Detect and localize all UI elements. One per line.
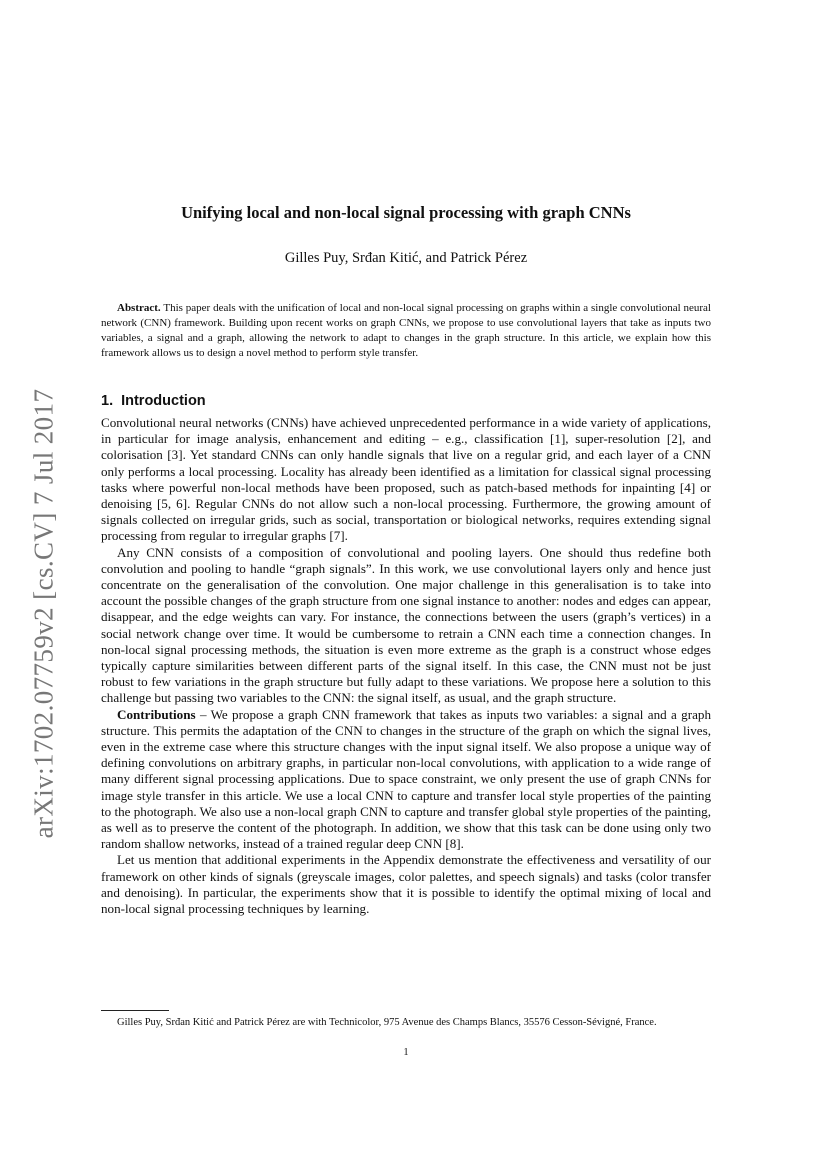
paragraph-1: Convolutional neural networks (CNNs) have achieved unprecedented performance in a wide variety of applications, in particular for image analysis, enhancement and editing – e.g., classification [1], super-resolution [2], and colorisation [3]. Yet standard CNNs can only handle signals that live on a regular grid, and each layer of a CNN only performs a local processing. Locality has already been identified as a limitation for classical signal processing tasks where powerful non-local methods have been proposed, such as patch-based methods for inpainting [4] or denoising [5, 6]. Regular CNNs do not allow such a non-local processing. Furthermore, the growing amount of signals collected on irregular grids, such as social, transportation or biological networks, requires extending signal processing from regular to irregular graphs [7]. <box>101 415 711 544</box>
author-list: Gilles Puy, Srđan Kitić, and Patrick Pérez <box>284 250 528 266</box>
arxiv-identifier <box>24 383 64 843</box>
contributions-label: Contributions <box>117 706 196 722</box>
paper-title: Unifying local and non-local signal processing with graph CNNs <box>181 203 631 222</box>
abstract <box>101 301 711 361</box>
body-text <box>101 415 711 917</box>
contributions-text: – We propose a graph CNN framework that takes as inputs two variables: a signal and a graph structure. This permits the adaptation of the CNN to changes in the structure of the graph on which the signal lives, even in the extreme case where this structure changes with the input signal itself. We also propose a unique way of defining convolutions on arbitrary graphs, in particular non-local convolutions, with application to a wide range of many different signal processing applications. Due to space constraint, we only present the use of graph CNNs for image style transfer in this article. We use a local CNN to capture and transfer local style properties of the painting to the photograph. We also use a non-local graph CNN to capture and transfer global style properties of the painting, as well as to preserve the content of the photograph. In addition, we show that this task can be done using only two random shallow networks, instead of a trained regular deep CNN [8]. <box>101 706 711 852</box>
section-title: Introduction <box>121 393 206 409</box>
footnote-divider <box>101 1010 169 1011</box>
footnote: Gilles Puy, Srđan Kitić and Patrick Pérez are with Technicolor, 975 Avenue des Champs Blancs, 35576 Cesson-Sévigné, France. <box>117 1017 657 1028</box>
abstract-label: Abstract. <box>117 302 161 314</box>
paragraph-contributions <box>101 707 711 853</box>
arxiv-identifier-text: arXiv:1702.07759v2 [cs.CV] 7 Jul 2017 <box>28 388 59 838</box>
section-heading <box>101 393 206 409</box>
paragraph-2: Any CNN consists of a composition of convolutional and pooling layers. One should thus redefine both convolution and pooling to handle “graph signals”. In this work, we use convolutional layers only and hence just concentrate on the generalisation of the convolution. One major challenge in this generalisation is to take into account the possible changes of the graph structure from one signal instance to another: nodes and edges can appear, disappear, and the edge weights can vary. For instance, the connections between the users (graph’s vertices) in a social network change over time. It would be cumbersome to retrain a CNN each time a connection changes. In non-local signal processing methods, the situation is even more extreme as the graph is a construct whose edges typically capture similarities between different parts of the signal itself. In this case, the CNN must not be just robust to few variations in the graph structure but fully adapt to these variations. We propose here a solution to this challenge but passing two variables to the CNN: the signal itself, as usual, and the graph structure. <box>101 544 711 706</box>
page-number: 1 <box>403 1047 409 1058</box>
section-number: 1. <box>101 393 114 409</box>
paragraph-4: Let us mention that additional experiments in the Appendix demonstrate the effectiveness and versatility of our framework on other kinds of signals (greyscale images, color palettes, and speech signals) and tasks (color transfer and denoising). In particular, the experiments show that it is possible to identify the optimal mixing of local and non-local signal processing techniques by learning. <box>101 852 711 917</box>
abstract-text: This paper deals with the unification of local and non-local signal processing on graphs within a single convolutional neural network (CNN) framework. Building upon recent works on graph CNNs, we propose to use convolutional layers that take as inputs two variables, a signal and a graph, allowing the network to adapt to changes in the graph structure. In this article, we explain how this framework allows us to design a novel method to perform style transfer. <box>101 302 711 359</box>
